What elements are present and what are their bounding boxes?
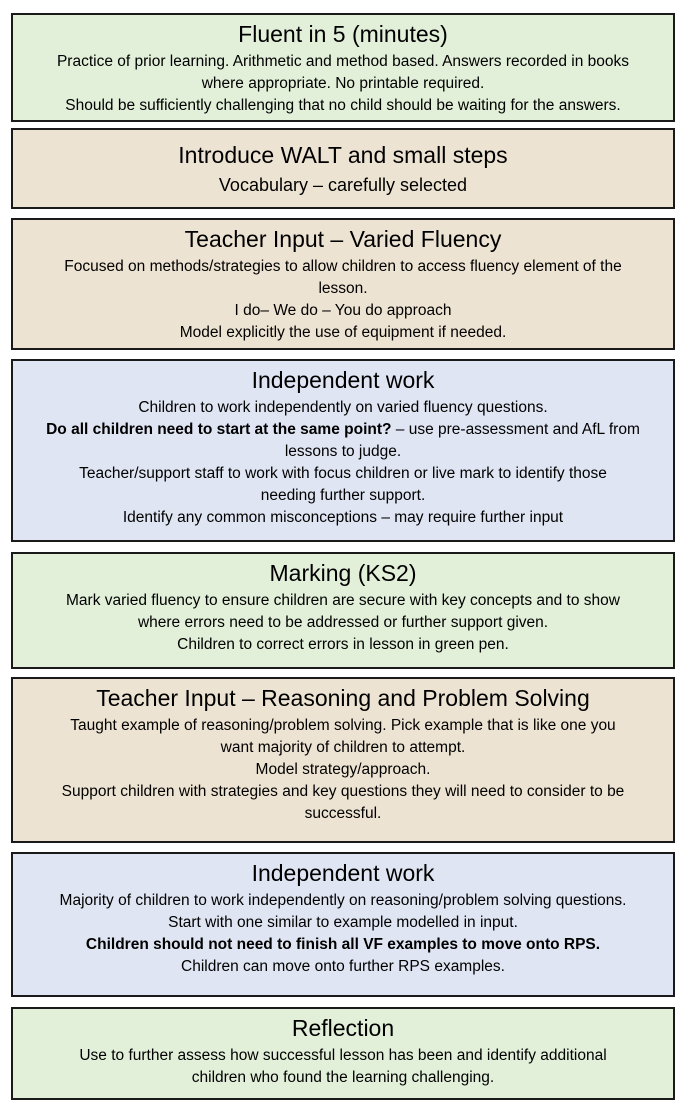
step-text: Use to further assess how successful lesson has been and identify additional xyxy=(79,1047,607,1064)
step-text: lessons to judge. xyxy=(284,443,402,460)
step-text: Majority of children to work independently on reasoning/problem solving questions. xyxy=(59,892,627,909)
step-text: Start with one similar to example modelled in input. xyxy=(168,914,518,931)
step-box-independent-work-rps xyxy=(11,852,675,997)
step-text: Teacher/support staff to work with focus children or live mark to identify those xyxy=(79,465,607,482)
step-text: lesson. xyxy=(318,280,368,297)
step-box-reflection xyxy=(11,1007,675,1100)
question-rest: – use pre-assessment and AfL from xyxy=(391,421,640,438)
step-title: Reflection xyxy=(291,1015,395,1041)
step-text: want majority of children to attempt. xyxy=(220,739,466,756)
step-box-teacher-input-rps xyxy=(11,677,675,843)
step-text: Children can move onto further RPS examples. xyxy=(181,958,505,975)
step-title: Teacher Input – Varied Fluency xyxy=(184,226,502,252)
step-text: Support children with strategies and key questions they will need to consider to be xyxy=(61,783,625,800)
step-text: Model explicitly the use of equipment if needed. xyxy=(179,324,507,341)
step-text: Model strategy/approach. xyxy=(255,761,431,778)
step-text: children who found the learning challenging. xyxy=(191,1069,495,1086)
step-text: successful. xyxy=(304,805,382,822)
step-text: I do– We do – You do approach xyxy=(234,302,452,319)
step-text: Children to correct errors in lesson in green pen. xyxy=(177,636,509,653)
bold-question: Do all children need to start at the same point? xyxy=(46,421,392,438)
step-title: Introduce WALT and small steps xyxy=(178,142,508,168)
step-title: Fluent in 5 (minutes) xyxy=(238,21,448,47)
step-text: Vocabulary – carefully selected xyxy=(218,175,468,195)
step-text: Mark varied fluency to ensure children are secure with key concepts and to show xyxy=(66,592,620,609)
step-text: needing further support. xyxy=(260,487,426,504)
step-text: where errors need to be addressed or further support given. xyxy=(137,614,549,631)
step-box-fluent-in-5 xyxy=(11,13,675,122)
step-title: Independent work xyxy=(251,367,435,393)
step-text-question xyxy=(23,419,663,441)
step-text: Should be sufficiently challenging that no child should be waiting for the answers. xyxy=(65,97,621,114)
step-box-introduce-walt xyxy=(11,128,675,209)
step-text: Taught example of reasoning/problem solving. Pick example that is like one you xyxy=(70,717,616,734)
step-text: Focused on methods/strategies to allow children to access fluency element of the xyxy=(64,258,622,275)
step-text: Identify any common misconceptions – may require further input xyxy=(122,509,564,526)
step-title: Marking (KS2) xyxy=(269,560,417,586)
step-box-independent-work-vf xyxy=(11,359,675,542)
step-title: Independent work xyxy=(251,860,435,886)
step-text: Practice of prior learning. Arithmetic and method based. Answers recorded in books xyxy=(56,53,630,70)
step-text-bold: Children should not need to finish all VF examples to move onto RPS. xyxy=(85,936,601,953)
step-text: Children to work independently on varied fluency questions. xyxy=(138,399,548,416)
step-box-teacher-input-varied-fluency xyxy=(11,218,675,350)
step-title: Teacher Input – Reasoning and Problem Solving xyxy=(96,685,590,711)
step-text: where appropriate. No printable required. xyxy=(201,75,485,92)
step-box-marking-ks2 xyxy=(11,552,675,669)
